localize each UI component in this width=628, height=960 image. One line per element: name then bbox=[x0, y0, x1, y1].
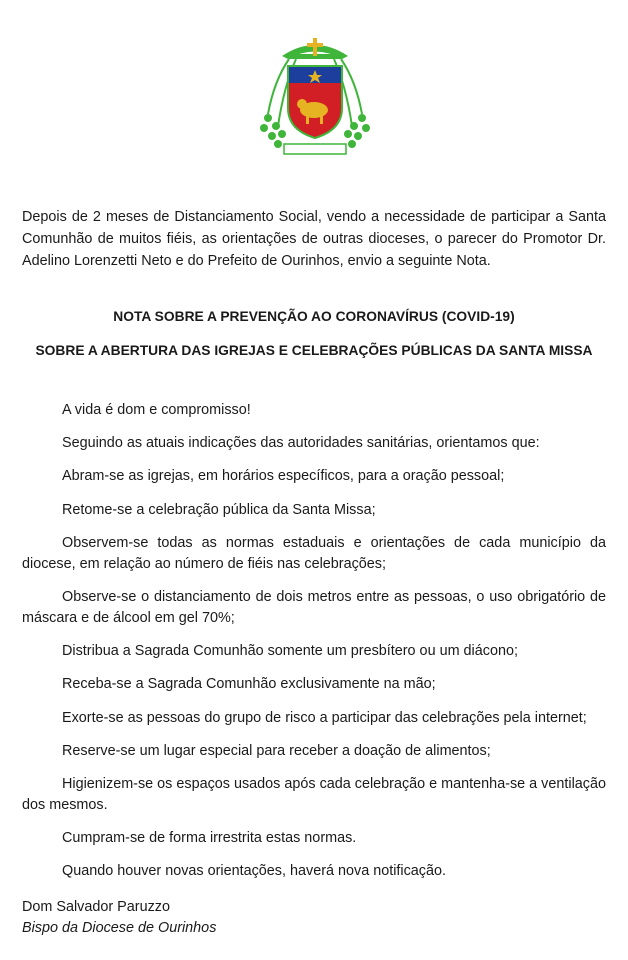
signatory-role: Bispo da Diocese de Ourinhos bbox=[22, 920, 217, 936]
note-subtitle: SOBRE A ABERTURA DAS IGREJAS E CELEBRAÇÕES PÚBLICAS DA SANTA MISSA bbox=[35, 343, 593, 358]
list-item: Observe-se o distanciamento de dois metros entre as pessoas, o uso obrigatório de máscara e de álcool em gel 70%; bbox=[22, 588, 606, 626]
signatory-name: Dom Salvador Paruzzo bbox=[22, 899, 170, 915]
list-item: Observem-se todas as normas estaduais e orientações de cada município da diocese, em relação ao número de fiéis nas celebrações; bbox=[22, 534, 606, 572]
note-title: NOTA SOBRE A PREVENÇÃO AO CORONAVÍRUS (COVID-19) bbox=[113, 309, 515, 324]
list-item: Abram-se as igrejas, em horários específicos, para a oração pessoal; bbox=[62, 468, 505, 485]
list-item: Receba-se a Sagrada Comunhão exclusivamente na mão; bbox=[62, 676, 436, 693]
coat-of-arms-icon bbox=[256, 26, 374, 158]
list-item: Exorte-se as pessoas do grupo de risco a participar das celebrações pela internet; bbox=[62, 709, 587, 726]
guidelines-list bbox=[22, 400, 606, 894]
list-item: Higienizem-se os espaços usados após cada celebração e mantenha-se a ventilação dos mesmos. bbox=[22, 775, 606, 813]
intro-paragraph: Depois de 2 meses de Distanciamento Social, vendo a necessidade de participar a Santa Comunhão de muitos fiéis, as orientações de outras dioceses, o parecer do Promotor Dr. Adelino Lorenzetti Neto e do Prefeito de Ourinhos, envio a seguinte Nota. bbox=[22, 209, 606, 269]
list-item: Seguindo as atuais indicações das autoridades sanitárias, orientamos que: bbox=[62, 435, 540, 452]
list-item: Quando houver novas orientações, haverá nova notificação. bbox=[62, 863, 447, 880]
list-item: A vida é dom e compromisso! bbox=[62, 402, 251, 418]
list-item: Distribua a Sagrada Comunhão somente um presbítero ou um diácono; bbox=[62, 643, 518, 660]
list-item: Cumpram-se de forma irrestrita estas normas. bbox=[62, 830, 357, 847]
signature-block bbox=[22, 897, 216, 939]
list-item: Retome-se a celebração pública da Santa Missa; bbox=[62, 501, 376, 518]
list-item: Reserve-se um lugar especial para receber a doação de alimentos; bbox=[62, 742, 491, 759]
